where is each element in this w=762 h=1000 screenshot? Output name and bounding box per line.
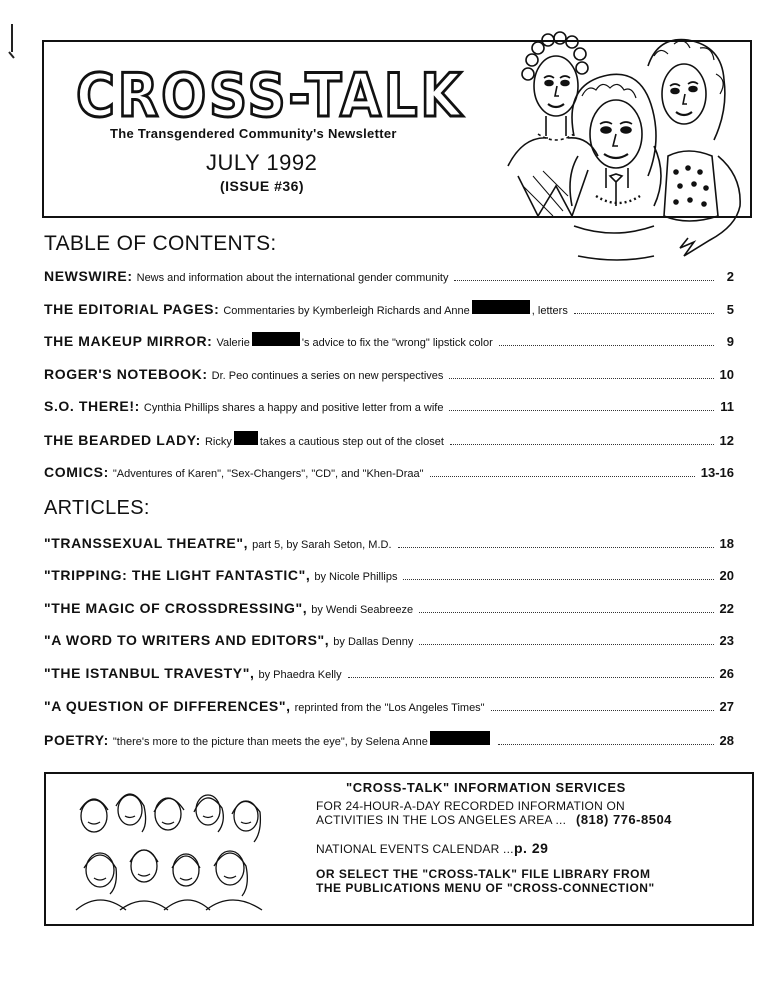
toc-entry-title: THE BEARDED LADY: [44,432,201,448]
article-entry-title: "THE ISTANBUL TRAVESTY", [44,665,255,681]
article-entry-desc: by Phaedra Kelly [258,669,342,681]
toc-entry-desc-continued: , letters [531,305,568,317]
toc-entry-desc: News and information about the international gender community [136,272,449,284]
article-entry-page: 26 [719,666,734,681]
leader-dots [499,345,714,346]
article-entry [44,665,734,687]
article-entry-title: "TRANSSEXUAL THEATRE", [44,535,249,551]
article-entry-desc: by Nicole Phillips [314,571,398,583]
toc-entry-title: NEWSWIRE: [44,268,133,284]
leader-dots [449,410,714,411]
woman-left-drawing [508,32,598,216]
toc-entry-page: 12 [719,433,734,448]
events-calendar-label: NATIONAL EVENTS CALENDAR ... [316,842,514,856]
toc-heading: TABLE OF CONTENTS: [44,232,277,255]
leader-dots [498,744,714,745]
toc-entry-page: 2 [726,269,734,284]
leader-dots [430,476,695,477]
toc-entry-page: 10 [719,367,734,382]
article-entry-title: POETRY: [44,732,109,748]
article-entry [44,698,734,720]
leader-dots [574,313,714,314]
info-line-3: OR SELECT THE "CROSS-TALK" FILE LIBRARY FROM [316,867,651,881]
toc-entry [44,332,734,354]
leader-dots [491,710,714,711]
article-entry [44,600,734,622]
crowd-illustration [70,782,268,912]
leader-dots [450,444,714,445]
leader-dots [419,612,713,613]
toc-entry-title: ROGER'S NOTEBOOK: [44,366,208,382]
toc-entry-desc: Valerie [216,337,250,349]
article-entry [44,535,734,557]
toc-entry-desc: "Adventures of Karen", "Sex-Changers", "CD", and "Khen-Draa" [112,468,424,480]
article-entry-title: "A WORD TO WRITERS AND EDITORS", [44,632,330,648]
article-entry-page: 18 [719,536,734,551]
toc-entry-page: 11 [720,399,734,414]
toc-entry-page: 5 [726,302,734,317]
leader-dots [454,280,714,281]
issue-date: JULY 1992 [206,150,318,175]
leader-dots [449,378,713,379]
info-line-2: ACTIVITIES IN THE LOS ANGELES AREA ... [316,813,567,827]
toc-entry [44,464,734,486]
toc-entry [44,268,734,290]
article-entry-desc: reprinted from the "Los Angeles Times" [294,702,485,714]
crowd-faces [76,794,262,910]
leader-dots [419,644,713,645]
info-line-4: THE PUBLICATIONS MENU OF "CROSS-CONNECTION" [316,881,655,895]
events-calendar-page: p. 29 [514,840,549,856]
toc-entry-desc: Ricky [204,436,232,448]
info-services-title: "CROSS-TALK" INFORMATION SERVICES [346,780,626,795]
info-line-1: FOR 24-HOUR-A-DAY RECORDED INFORMATION ON [316,799,625,813]
toc-entry-desc: Commentaries by Kymberleigh Richards and Anne [223,305,470,317]
toc-entry-page: 9 [726,334,734,349]
article-entry-page: 28 [719,733,734,748]
articles-heading: ARTICLES: [44,497,150,519]
toc-entry-title: COMICS: [44,464,109,480]
article-entry-title: "THE MAGIC OF CROSSDRESSING", [44,600,308,616]
article-entry-title: "TRIPPING: THE LIGHT FANTASTIC", [44,567,311,583]
article-entry-desc: by Wendi Seabreeze [311,604,414,616]
leader-dots [398,547,714,548]
toc-entry-title: THE EDITORIAL PAGES: [44,301,220,317]
toc-entry-desc: Dr. Peo continues a series on new perspectives [211,370,444,382]
toc-entry-desc-continued: 's advice to fix the "wrong" lipstick color [301,337,493,349]
toc-entry-title: S.O. THERE!: [44,398,140,414]
redaction-bar [252,332,300,346]
article-entry [44,731,734,753]
toc-entry [44,300,734,322]
toc-entry-desc-continued: takes a cautious step out of the closet [259,436,444,448]
toc-entry [44,398,734,420]
article-entry-page: 27 [719,699,734,714]
article-entry-desc: part 5, by Sarah Seton, M.D. [252,539,392,551]
masthead-subtitle: The Transgendered Community's Newsletter [110,126,397,141]
toc-entry [44,366,734,388]
article-entry [44,567,734,589]
article-entry [44,632,734,654]
toc-entry-page: 13-16 [700,465,734,480]
toc-entry-title: THE MAKEUP MIRROR: [44,333,213,349]
toc-entry [44,431,734,453]
redaction-bar [430,731,490,745]
woman-right-drawing [648,40,740,256]
article-entry-desc: "there's more to the picture than meets the eye", by Selena Anne [112,736,428,748]
article-entry-page: 20 [719,568,734,583]
issue-number: (ISSUE #36) [220,178,305,194]
info-phone: (818) 776-8504 [576,812,672,827]
cross-talk-logo [70,58,470,130]
redaction-bar [234,431,258,445]
article-entry-desc: by Dallas Denny [333,636,414,648]
logo-text: CROSS-TALK [76,61,464,130]
redaction-bar [472,300,530,314]
leader-dots [348,677,714,678]
toc-entry-desc: Cynthia Phillips shares a happy and positive letter from a wife [143,402,444,414]
article-entry-title: "A QUESTION OF DIFFERENCES", [44,698,291,714]
article-entry-page: 23 [719,633,734,648]
woman-middle-drawing [570,74,661,260]
article-entry-page: 22 [719,601,734,616]
scan-mark [4,22,16,62]
leader-dots [403,579,713,580]
cover-illustration [478,26,750,266]
